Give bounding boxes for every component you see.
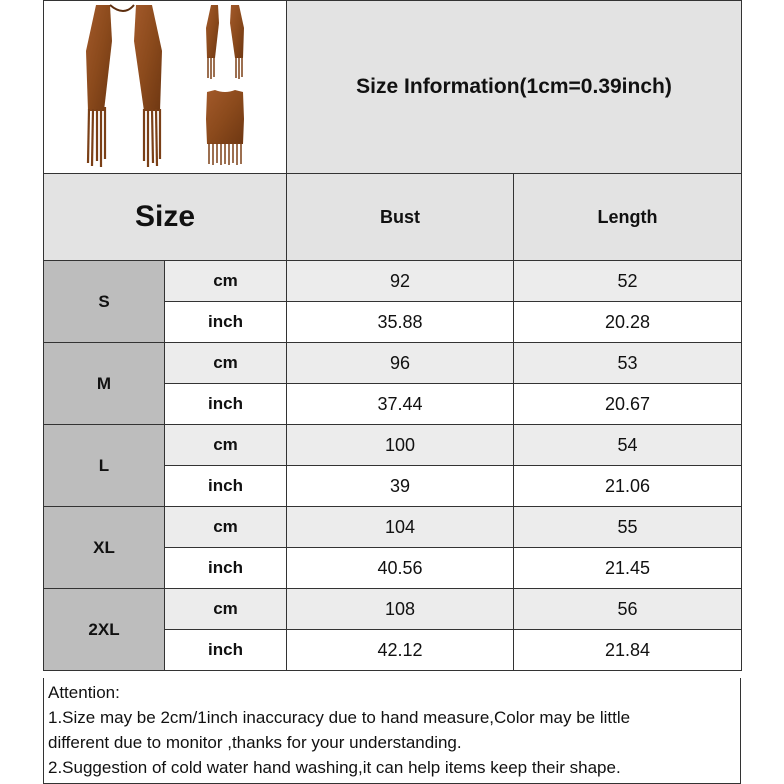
length-value: 53 [514, 343, 742, 384]
table-row [44, 343, 742, 384]
product-image [74, 1, 257, 171]
vest-front-large [86, 5, 162, 167]
bust-value: 42.12 [287, 630, 514, 671]
bust-value: 104 [287, 507, 514, 548]
notes-line: 2.Suggestion of cold water hand washing,it can help items keep their shape. [48, 758, 621, 777]
vest-small-top [206, 5, 244, 79]
size-label: S [44, 261, 165, 343]
bust-column-header: Bust [287, 174, 514, 261]
table-row [44, 261, 742, 302]
size-label: 2XL [44, 589, 165, 671]
unit-label: cm [165, 589, 287, 630]
length-value: 21.45 [514, 548, 742, 589]
size-label: XL [44, 507, 165, 589]
title-row [44, 1, 742, 174]
unit-label: inch [165, 384, 287, 425]
length-value: 54 [514, 425, 742, 466]
header-row [44, 174, 742, 261]
bust-value: 96 [287, 343, 514, 384]
length-value: 56 [514, 589, 742, 630]
unit-label: inch [165, 630, 287, 671]
bust-value: 39 [287, 466, 514, 507]
size-info-title: Size Information(1cm=0.39inch) [287, 1, 742, 174]
size-label: L [44, 425, 165, 507]
unit-label: inch [165, 302, 287, 343]
product-photo-cell [44, 1, 287, 174]
length-value: 20.67 [514, 384, 742, 425]
attention-notes [43, 678, 741, 784]
vest-photos [74, 1, 257, 171]
unit-label: cm [165, 343, 287, 384]
bust-value: 37.44 [287, 384, 514, 425]
notes-line: different due to monitor ,thanks for your understanding. [48, 733, 462, 752]
unit-label: inch [165, 466, 287, 507]
notes-heading: Attention: [48, 683, 120, 702]
size-column-header: Size [44, 174, 287, 261]
length-value: 55 [514, 507, 742, 548]
bust-value: 92 [287, 261, 514, 302]
bust-value: 108 [287, 589, 514, 630]
bust-value: 40.56 [287, 548, 514, 589]
table-row [44, 507, 742, 548]
unit-label: cm [165, 261, 287, 302]
bust-value: 100 [287, 425, 514, 466]
vest-small-back [206, 90, 244, 165]
notes-line: 1.Size may be 2cm/1inch inaccuracy due to hand measure,Color may be little [48, 708, 631, 727]
length-value: 21.06 [514, 466, 742, 507]
bust-value: 35.88 [287, 302, 514, 343]
table-row [44, 589, 742, 630]
size-label: M [44, 343, 165, 425]
unit-label: inch [165, 548, 287, 589]
unit-label: cm [165, 425, 287, 466]
length-value: 20.28 [514, 302, 742, 343]
table-row [44, 425, 742, 466]
length-value: 52 [514, 261, 742, 302]
length-column-header: Length [514, 174, 742, 261]
size-table [43, 0, 742, 671]
unit-label: cm [165, 507, 287, 548]
length-value: 21.84 [514, 630, 742, 671]
